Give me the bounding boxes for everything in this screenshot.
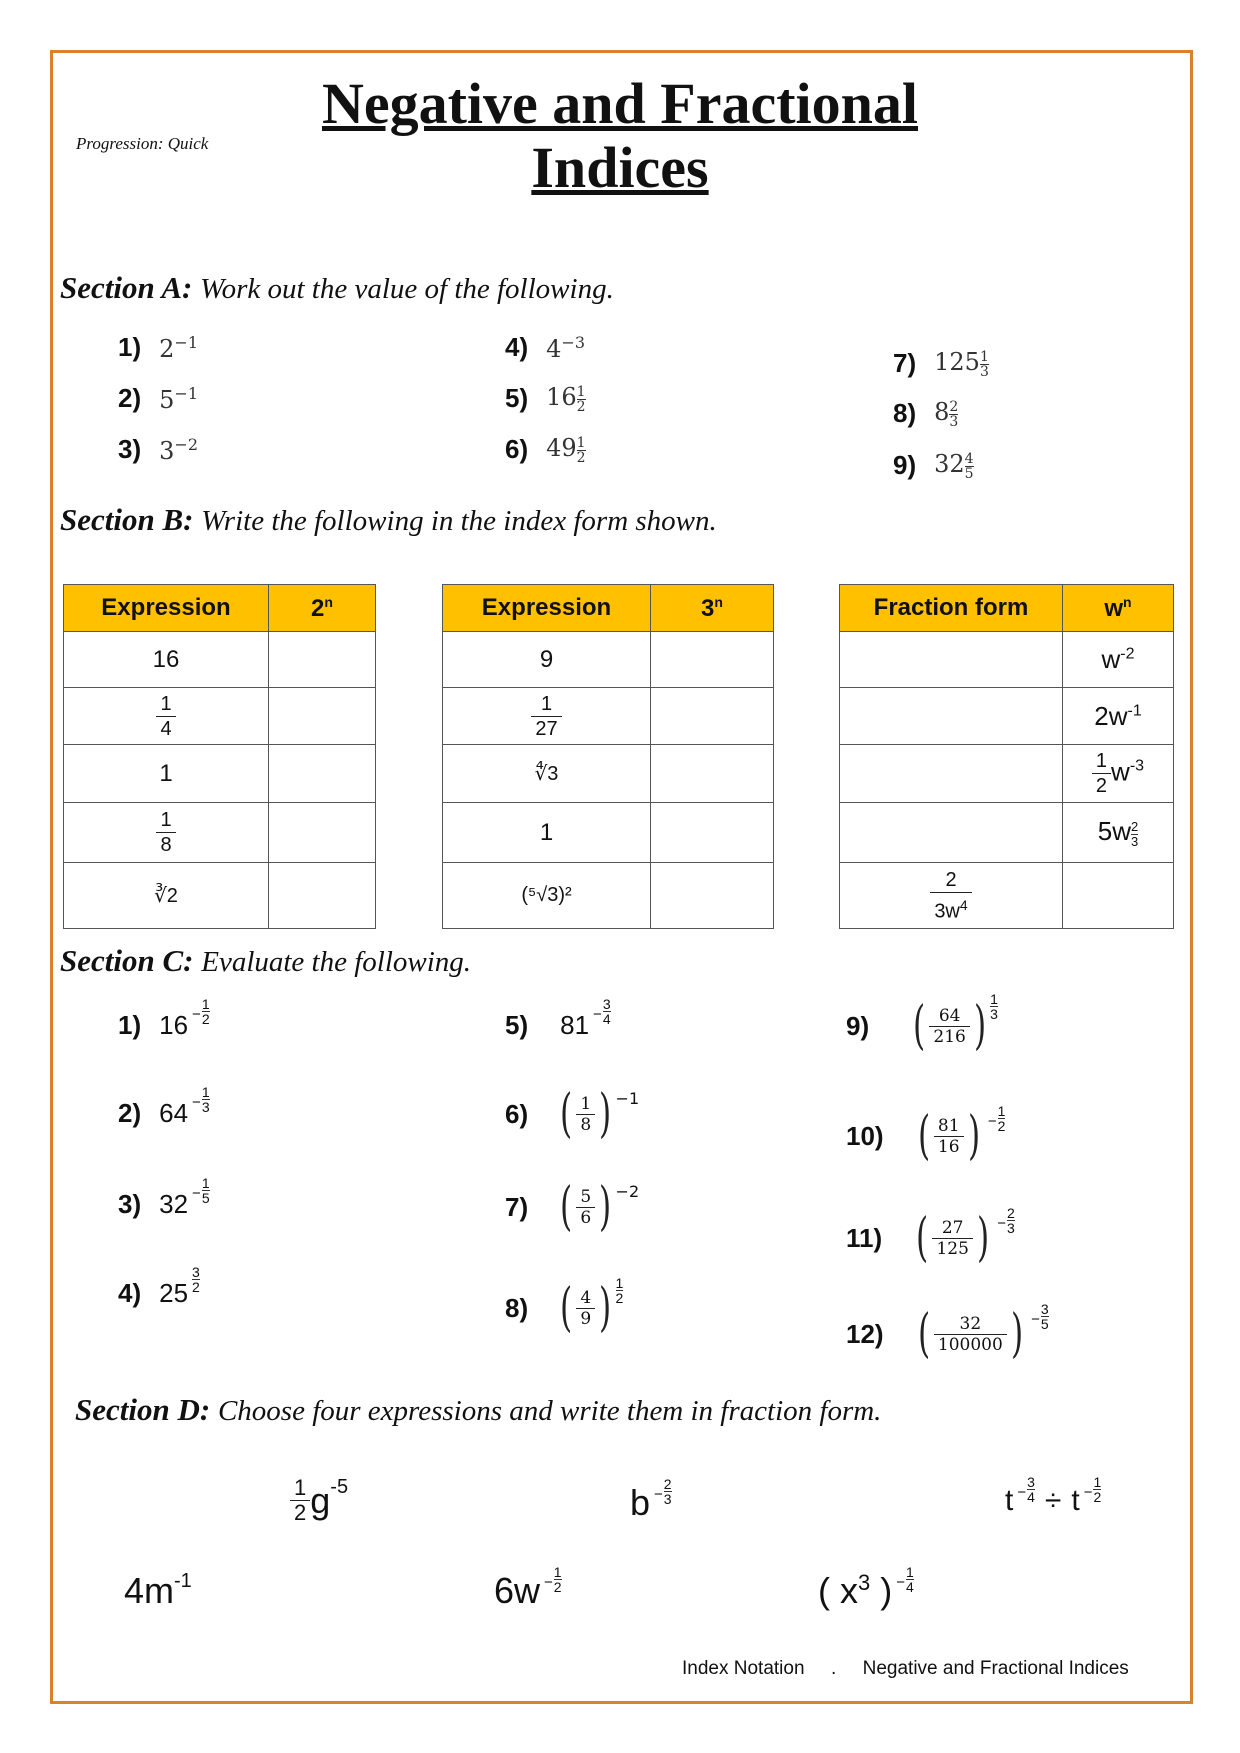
section-a-question: 2) $5^{-1}$: [118, 383, 198, 414]
answer-cell[interactable]: [651, 745, 774, 803]
footer-subtopic: Negative and Fractional Indices: [862, 1658, 1129, 1679]
table-header: Fraction form: [840, 585, 1063, 632]
answer-cell[interactable]: [840, 632, 1063, 688]
section-c-question: 4) 25 3 2: [118, 1264, 200, 1308]
section-a-instruction: Work out the value of the following.: [200, 273, 614, 305]
table-header: 2$^n$: [269, 585, 376, 632]
section-c-heading: [60, 943, 471, 979]
section-c-question: 12) ( $\frac{32}{100000}$ ) − $\frac{3}{5}$: [846, 1300, 1049, 1364]
expression-t-division: t − $\frac{3}{4}$ ÷ t − $\frac{1}{2}$: [1005, 1473, 1102, 1517]
answer-cell[interactable]: [651, 632, 774, 688]
table-cell: $2w^{-1}$: [1063, 688, 1174, 745]
section-d-instruction: Choose four expressions and write them in fraction form.: [217, 1395, 882, 1427]
answer-cell[interactable]: [269, 688, 376, 745]
answer-cell[interactable]: [1063, 863, 1174, 929]
table-cell: 1: [443, 803, 651, 863]
table-header: $w^n$: [1063, 585, 1174, 632]
table-header: Expression: [443, 585, 651, 632]
section-b-heading: [60, 502, 717, 538]
footer-topic: Index Notation: [682, 1658, 805, 1679]
expression-6w: 6w − $\frac{1}{2}$: [494, 1563, 562, 1611]
expression-4m: 4m $^{-1}$: [124, 1570, 192, 1611]
table-cell: $\frac{1}{2}$ $w^{-3}$: [1063, 745, 1174, 803]
answer-cell[interactable]: [840, 803, 1063, 863]
expression-b: b − $\frac{2}{3}$: [630, 1475, 672, 1523]
title-line-2: Indices: [531, 135, 709, 200]
index-table-base-3: [442, 584, 774, 929]
answer-cell[interactable]: [840, 745, 1063, 803]
page-title: [220, 72, 1020, 200]
section-a-question: 5) 16 $\frac{1}{2}$: [505, 383, 586, 415]
section-c-question: 11) ( $\frac{27}{125}$ ) − $\frac{2}{3}$: [846, 1204, 1015, 1268]
answer-cell[interactable]: [651, 863, 774, 929]
answer-cell[interactable]: [269, 863, 376, 929]
table-cell: 1: [64, 745, 269, 803]
table-cell: $\frac{2}{3w^4}$: [840, 863, 1063, 929]
section-c-question: 6) ( $\frac{1}{8}$ ) −1: [505, 1084, 640, 1144]
section-d-heading: [75, 1392, 881, 1428]
section-a-question: 7) 125 $\frac{1}{3}$: [893, 348, 989, 380]
section-a-question: 1) $2^{-1}$: [118, 332, 198, 363]
table-cell: (⁵√3)²: [443, 863, 651, 929]
table-header: 3$^n$: [651, 585, 774, 632]
index-table-base-2: [63, 584, 376, 929]
answer-cell[interactable]: [651, 688, 774, 745]
answer-cell[interactable]: [651, 803, 774, 863]
section-a-question: 3) $3^{-2}$: [118, 434, 198, 465]
section-c-question: 1) 16 − $\frac{1}{2}$: [118, 996, 210, 1040]
section-c-instruction: Evaluate the following.: [201, 946, 472, 978]
answer-cell[interactable]: [269, 745, 376, 803]
section-c-question: 7) ( $\frac{5}{6}$ ) −2: [505, 1177, 640, 1237]
index-table-base-w: [839, 584, 1174, 929]
section-c-question: 9) ( $\frac{64}{216}$ ) 1 3: [846, 990, 998, 1056]
expression-x-cubed: ( x $^3$ ) − $\frac{1}{4}$: [818, 1563, 914, 1611]
table-cell: 9: [443, 632, 651, 688]
section-a-question: 8) 8 $\frac{2}{3}$: [893, 398, 959, 430]
title-line-1: Negative and Fractional: [321, 71, 919, 136]
footer: Index Notation . Negative and Fractional Indices: [682, 1658, 1129, 1679]
section-c-question: 2) 64 − $\frac{1}{3}$: [118, 1084, 210, 1128]
table-cell: $w^{-2}$: [1063, 632, 1174, 688]
table-cell: 5w $\frac{2}{3}$: [1063, 803, 1174, 863]
section-b-label: Section B:: [60, 502, 194, 537]
section-a-question: 4) $4^{-3}$: [505, 332, 585, 363]
table-cell: $\frac{1}{27}$: [443, 688, 651, 745]
answer-cell[interactable]: [840, 688, 1063, 745]
section-a-question: 9) 32 $\frac{4}{5}$: [893, 450, 974, 482]
section-b-instruction: Write the following in the index form shown.: [201, 505, 717, 537]
section-c-label: Section C:: [60, 943, 194, 978]
progression-label: Progression: Quick: [76, 134, 209, 153]
section-a-heading: [60, 270, 614, 306]
section-c-question: 10) ( $\frac{81}{16}$ ) − $\frac{1}{2}$: [846, 1102, 1006, 1166]
table-cell: $\frac{1}{4}$: [64, 688, 269, 745]
answer-cell[interactable]: [269, 632, 376, 688]
section-c-question: 3) 32 − $\frac{1}{5}$: [118, 1175, 210, 1219]
table-header: Expression: [64, 585, 269, 632]
section-c-question: 8) ( $\frac{4}{9}$ ) 1 2: [505, 1274, 624, 1338]
table-cell: 16: [64, 632, 269, 688]
section-d-label: Section D:: [75, 1392, 211, 1427]
section-c-question: 5) 81 − $\frac{3}{4}$: [505, 996, 611, 1040]
answer-cell[interactable]: [269, 803, 376, 863]
table-cell: $\frac{1}{8}$: [64, 803, 269, 863]
section-a-question: 6) 49 $\frac{1}{2}$: [505, 434, 586, 466]
table-cell: ∛2: [64, 863, 269, 929]
table-cell: ∜3: [443, 745, 651, 803]
section-a-label: Section A:: [60, 270, 193, 305]
expression-half-g: $\frac{1}{2}$ g $^{-5}$: [290, 1476, 348, 1525]
